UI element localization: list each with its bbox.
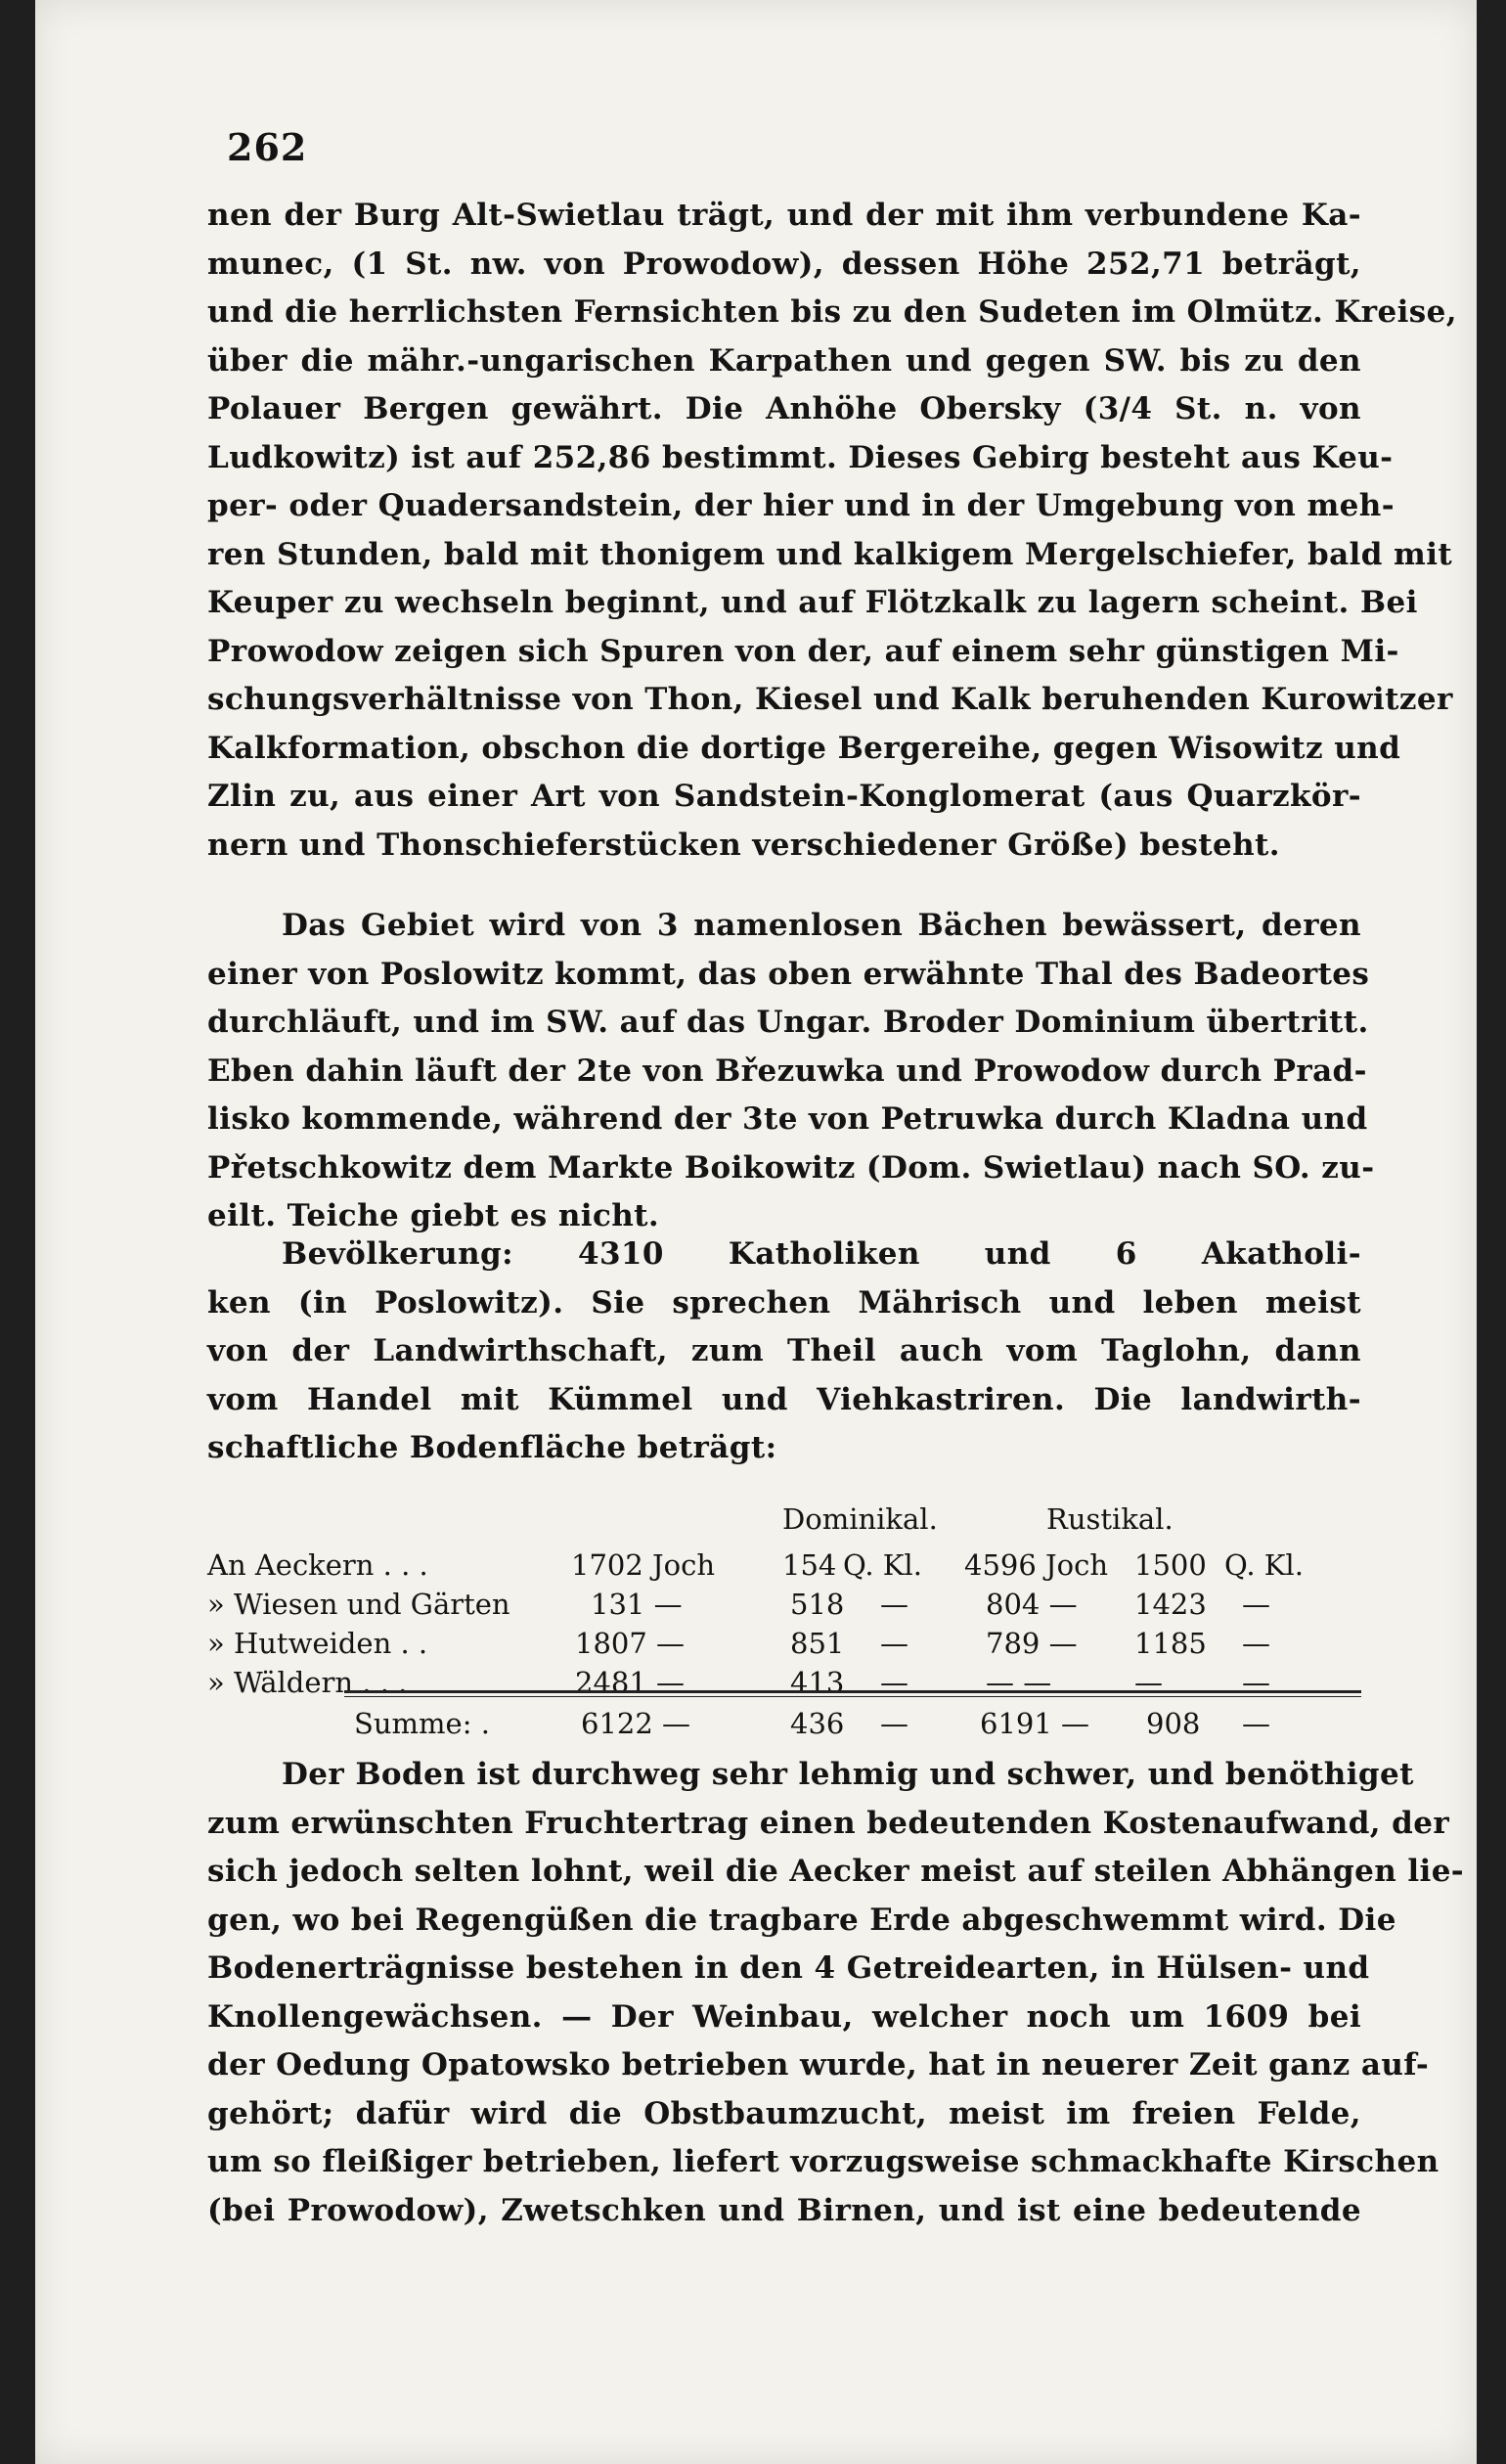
text-line: vom Handel mit Kümmel und Viehkastriren. Die landwirth- [207,1381,1361,1417]
text-line: Bodenerträgnisse bestehen in den 4 Getreidearten, in Hülsen- und [207,1950,1370,1986]
text-line: per- oder Quadersandstein, der hier und in der Umgebung von meh- [207,488,1395,523]
text-line: Bevölkerung: 4310 Katholiken und 6 Akatholi- [282,1236,1361,1272]
row-rustikal-unit: — [1242,1588,1270,1621]
row-rustikal: 789 — [986,1627,1078,1660]
text-line: und die herrlichsten Fernsichten bis zu den Sudeten im Olmütz. Kreise, [207,294,1457,330]
text-line: Prowodow zeigen sich Spuren von der, auf einem sehr günstigen Mi- [207,633,1399,669]
text-line: Zlin zu, aus einer Art von Sandstein-Konglomerat (aus Quarzkör- [207,779,1361,814]
row-rustikal: 804 — [986,1588,1078,1621]
row-rustikal-ql: — [1134,1666,1163,1699]
sum-label: Summe: . [354,1707,490,1740]
row-rustikal: 4596 Joch [964,1548,1109,1582]
sum-rule-thin [344,1696,1361,1697]
text-line: (bei Prowodow), Zwetschken und Birnen, und ist eine bedeutende [207,2192,1361,2228]
row-dominikal-unit: — [880,1588,908,1621]
row-dominikal: 154 [782,1548,837,1582]
sum-rustikal-unit: — [1242,1707,1270,1740]
row-rustikal-ql: 1423 [1134,1588,1207,1621]
text-line: um so fleißiger betrieben, liefert vorzugsweise schmackhafte Kirschen [207,2144,1440,2179]
paragraph-geology [207,192,1457,870]
sum-dominikal-unit: — [880,1707,908,1740]
text-line: zum erwünschten Fruchtertrag einen bedeutenden Kostenaufwand, der [207,1805,1450,1841]
text-line: Keuper zu wechseln beginnt, und auf Flötzkalk zu lagern scheint. Bei [207,585,1418,620]
text-line: Das Gebiet wird von 3 namenlosen Bächen bewässert, deren [282,908,1361,943]
text-line: Der Boden ist durchweg sehr lehmig und schwer, und benöthiget [282,1757,1414,1792]
text-line: Kalkformation, obschon die dortige Bergereihe, gegen Wisowitz und [207,730,1401,766]
row-dominikal: 413 [790,1666,845,1699]
row-dominikal: 518 [790,1588,845,1621]
text-line: munec, (1 St. nw. von Prowodow), dessen Höhe 252,71 beträgt, [207,246,1361,282]
row-dominikal-unit: Q. Kl. [843,1548,922,1582]
text-line: Přetschkowitz dem Markte Boikowitz (Dom. Swietlau) nach SO. zu- [207,1149,1375,1186]
text-line: schungsverhältnisse von Thon, Kiesel und Kalk beruhenden Kurowitzer [207,682,1453,717]
sum-rustikal-ql: 908 [1146,1707,1201,1740]
text-line: Eben dahin läuft der 2te von Březuwka und Prowodow durch Prad- [207,1053,1367,1089]
sum-rule [344,1690,1361,1693]
text-line: über die mähr.-ungarischen Karpathen und gegen SW. bis zu den [207,342,1361,379]
table-sum-row [207,1704,1361,1743]
text-line: Ludkowitz) ist auf 252,86 bestimmt. Dieses Gebirg besteht aus Keu- [207,439,1394,475]
page-number: 262 [227,125,308,169]
row-total: 2481 — [575,1666,686,1699]
row-dominikal-unit: — [880,1666,908,1699]
text-line: von der Landwirthschaft, zum Theil auch vom Taglohn, dann [207,1333,1361,1368]
sum-rustikal: 6191 — [980,1707,1090,1740]
text-line: lisko kommende, während der 3te von Petruwka durch Kladna und [207,1101,1368,1137]
row-label: » Wäldern . . . [207,1666,408,1699]
text-line: schaftliche Bodenfläche beträgt: [207,1430,777,1465]
row-rustikal-unit: Q. Kl. [1224,1548,1304,1582]
sum-total: 6122 — [581,1707,691,1740]
row-total: 1807 — [575,1627,686,1660]
row-total: 1702 Joch [571,1548,716,1582]
row-label: An Aeckern . . . [207,1548,428,1582]
paragraph-population [207,1231,1361,1473]
table-row [207,1624,1361,1663]
text-line: eilt. Teiche giebt es nicht. [207,1198,660,1233]
row-label: » Wiesen und Gärten [207,1588,510,1621]
table-row [207,1585,1361,1624]
row-label: » Hutweiden . . [207,1627,428,1660]
table-row [207,1546,1361,1585]
text-line: nen der Burg Alt-Swietlau trägt, und der mit ihm verbundene Ka- [207,198,1361,233]
row-rustikal-ql: 1185 [1134,1627,1207,1660]
sum-dominikal: 436 [790,1707,845,1740]
text-line: der Oedung Opatowsko betrieben wurde, hat in neuerer Zeit ganz auf- [207,2047,1430,2083]
row-dominikal: 851 [790,1627,845,1660]
row-total: 131 — [591,1588,683,1621]
text-line: sich jedoch selten lohnt, weil die Aecker meist auf steilen Abhängen lie- [207,1854,1465,1889]
row-dominikal-unit: — [880,1627,908,1660]
text-line: Polauer Bergen gewährt. Die Anhöhe Obersky (3/4 St. n. von [207,391,1361,426]
text-line: gehört; dafür wird die Obstbaumzucht, meist im freien Felde, [207,2095,1361,2131]
row-rustikal: — — [986,1666,1052,1699]
row-rustikal-ql: 1500 [1134,1548,1207,1582]
text-line: nern und Thonschieferstücken verschiedener Größe) besteht. [207,827,1280,863]
text-line: ken (in Poslowitz). Sie sprechen Mährisch und leben meist [207,1284,1361,1321]
text-line: durchläuft, und im SW. auf das Ungar. Broder Dominium übertritt. [207,1005,1369,1040]
text-line: ren Stunden, bald mit thonigem und kalkigem Mergelschiefer, bald mit [207,536,1453,572]
text-line: einer von Poslowitz kommt, das oben erwähnte Thal des Badeortes [207,956,1370,992]
text-line: gen, wo bei Regengüßen die tragbare Erde abgeschwemmt wird. Die [207,1902,1396,1938]
text-line: Knollengewächsen. — Der Weinbau, welcher noch um 1609 bei [207,1998,1361,2035]
header-dominikal: Dominikal. [782,1502,938,1536]
header-rustikal: Rustikal. [1046,1502,1174,1536]
row-rustikal-unit: — [1242,1666,1270,1699]
row-rustikal-unit: — [1242,1627,1270,1660]
paragraph-waters [207,902,1375,1241]
paragraph-soil [207,1751,1465,2235]
